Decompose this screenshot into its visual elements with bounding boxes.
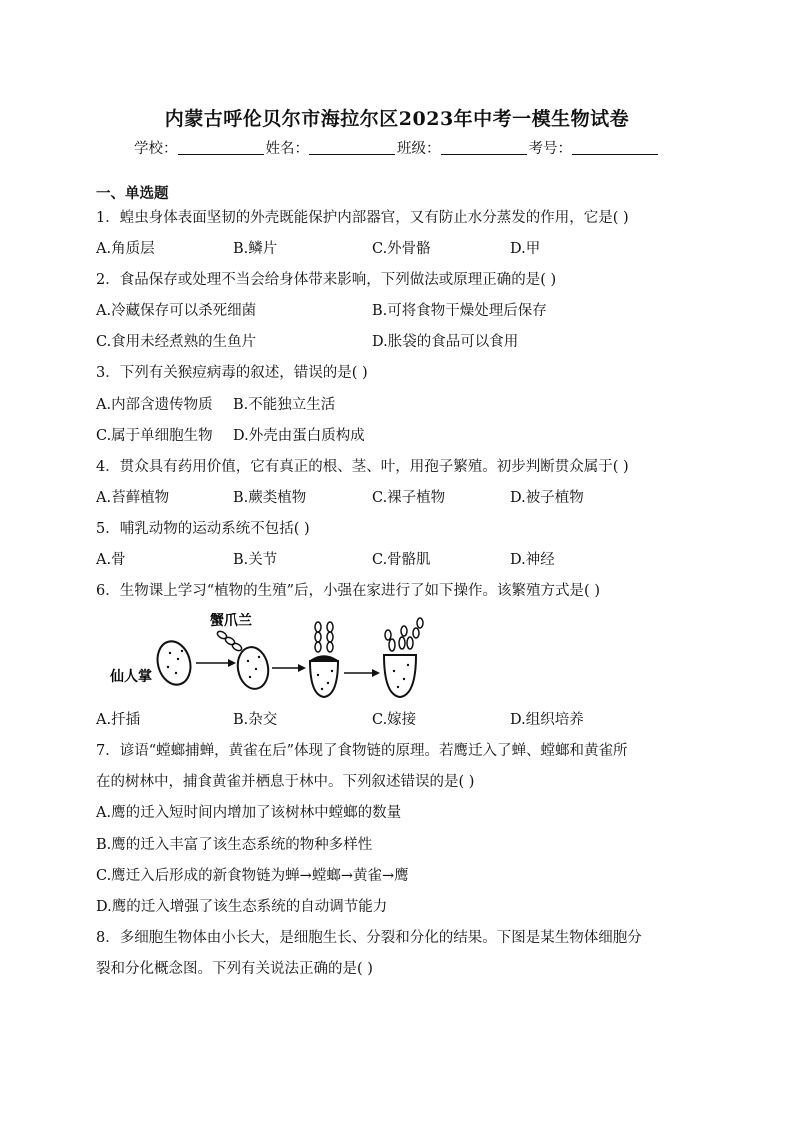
number-label: 考号： xyxy=(528,141,572,157)
q6-option-d: D.组织培养 xyxy=(510,712,584,728)
q3-option-c: C.属于单细胞生物 xyxy=(96,428,213,444)
q1-option-b: B.鳞片 xyxy=(233,241,278,257)
inserted-scions-icon xyxy=(315,622,333,652)
exam-title: 内蒙古呼伦贝尔市海拉尔区2023年中考一模生物试卷 xyxy=(164,108,630,130)
question-8-line-1: 8．多细胞生物体由小长大，是细胞生长、分裂和分化的结果。下图是某生物体细胞分 xyxy=(96,930,642,946)
cut-cactus-icon xyxy=(310,661,338,697)
cactus-dots xyxy=(167,650,183,674)
question-8-line-2: 裂和分化概念图。下列有关说法正确的是( ) xyxy=(96,961,373,977)
school-label: 学校： xyxy=(134,141,178,157)
q4-option-c: C.裸子植物 xyxy=(372,490,446,506)
name-label: 姓名： xyxy=(265,141,309,157)
grafted-cactus-icon xyxy=(384,655,416,697)
question-6: 6．生物课上学习“植物的生殖”后，小强在家进行了如下操作。该繁殖方式是( ) xyxy=(96,583,600,599)
q2-option-a: A.冷藏保存可以杀死细菌 xyxy=(96,303,257,319)
cactus-with-scion-icon xyxy=(235,645,272,692)
number-blank[interactable] xyxy=(572,140,658,155)
cactus-pad-icon xyxy=(153,638,195,689)
school-blank[interactable] xyxy=(178,140,264,155)
q1-option-a: A.角质层 xyxy=(96,241,155,257)
q1-option-d: D.甲 xyxy=(510,241,541,257)
arrow-2-head xyxy=(298,664,306,672)
q1-option-c: C.外骨骼 xyxy=(372,241,431,257)
question-1: 1．蝗虫身体表面坚韧的外壳既能保护内部器官，又有防止水分蒸发的作用，它是( ) xyxy=(96,210,629,226)
q6-option-b: B.杂交 xyxy=(233,712,278,728)
arrow-3-head xyxy=(372,669,380,677)
q3-option-a: A.内部含遗传物质 xyxy=(96,397,213,413)
q3-option-d: D.外壳由蛋白质构成 xyxy=(233,428,365,444)
question-2: 2．食品保存或处理不当会给身体带来影响，下列做法或原理正确的是( ) xyxy=(96,272,557,288)
cactus-4-dots xyxy=(393,664,409,688)
question-7-line-2: 在的树林中，捕食黄雀并栖息于林中。下列叙述错误的是( ) xyxy=(96,774,475,790)
q5-option-b: B.关节 xyxy=(233,552,278,568)
name-blank[interactable] xyxy=(309,140,395,155)
arrow-1-head xyxy=(228,659,236,667)
figure-label-crab-cactus: 蟹爪兰 xyxy=(210,613,252,629)
q7-option-b: B.鹰的迁入丰富了该生态系统的物种多样性 xyxy=(96,837,373,853)
question-7-line-1: 7．谚语“螳螂捕蝉，黄雀在后”体现了食物链的原理。若鹰迁入了蝉、螳螂和黄雀所 xyxy=(96,743,628,759)
q7-option-a: A.鹰的迁入短时间内增加了该树林中螳螂的数量 xyxy=(96,805,402,821)
class-blank[interactable] xyxy=(441,140,527,155)
q4-option-a: A.苔藓植物 xyxy=(96,490,170,506)
q6-option-a: A.扦插 xyxy=(96,712,141,728)
section-heading: 一、单选题 xyxy=(96,185,169,202)
question-3: 3．下列有关猴痘病毒的叙述，错误的是( ) xyxy=(96,365,368,381)
figure-label-cactus: 仙人掌 xyxy=(110,669,152,685)
cactus-3-dots xyxy=(317,670,333,690)
q5-option-c: C.骨骼肌 xyxy=(372,552,431,568)
scion-icon xyxy=(216,630,243,652)
q2-option-d: D.胀袋的食品可以食用 xyxy=(372,334,519,350)
q4-option-d: D.被子植物 xyxy=(510,490,584,506)
q7-option-c: C.鹰迁入后形成的新食物链为蝉→螳螂→黄雀→鹰 xyxy=(96,868,409,884)
class-label: 班级： xyxy=(397,141,441,157)
grafting-diagram xyxy=(110,613,440,703)
student-info-line xyxy=(0,137,794,158)
q2-option-b: B.可将食物干燥处理后保存 xyxy=(372,303,547,319)
q3-option-b: B.不能独立生活 xyxy=(233,397,336,413)
q5-option-d: D.神经 xyxy=(510,552,555,568)
q4-option-b: B.蕨类植物 xyxy=(233,490,307,506)
cut-surface xyxy=(310,656,338,661)
q7-option-d: D.鹰的迁入增强了该生态系统的自动调节能力 xyxy=(96,899,388,915)
q5-option-a: A.骨 xyxy=(96,552,126,568)
question-4: 4．贯众具有药用价值，它有真正的根、茎、叶，用孢子繁殖。初步判断贯众属于( ) xyxy=(96,459,629,475)
question-5: 5．哺乳动物的运动系统不包括( ) xyxy=(96,521,310,537)
cactus-2-dots xyxy=(247,656,260,678)
grown-scions-icon xyxy=(385,618,423,651)
q6-option-c: C.嫁接 xyxy=(372,712,417,728)
q2-option-c: C.食用未经煮熟的生鱼片 xyxy=(96,334,257,350)
